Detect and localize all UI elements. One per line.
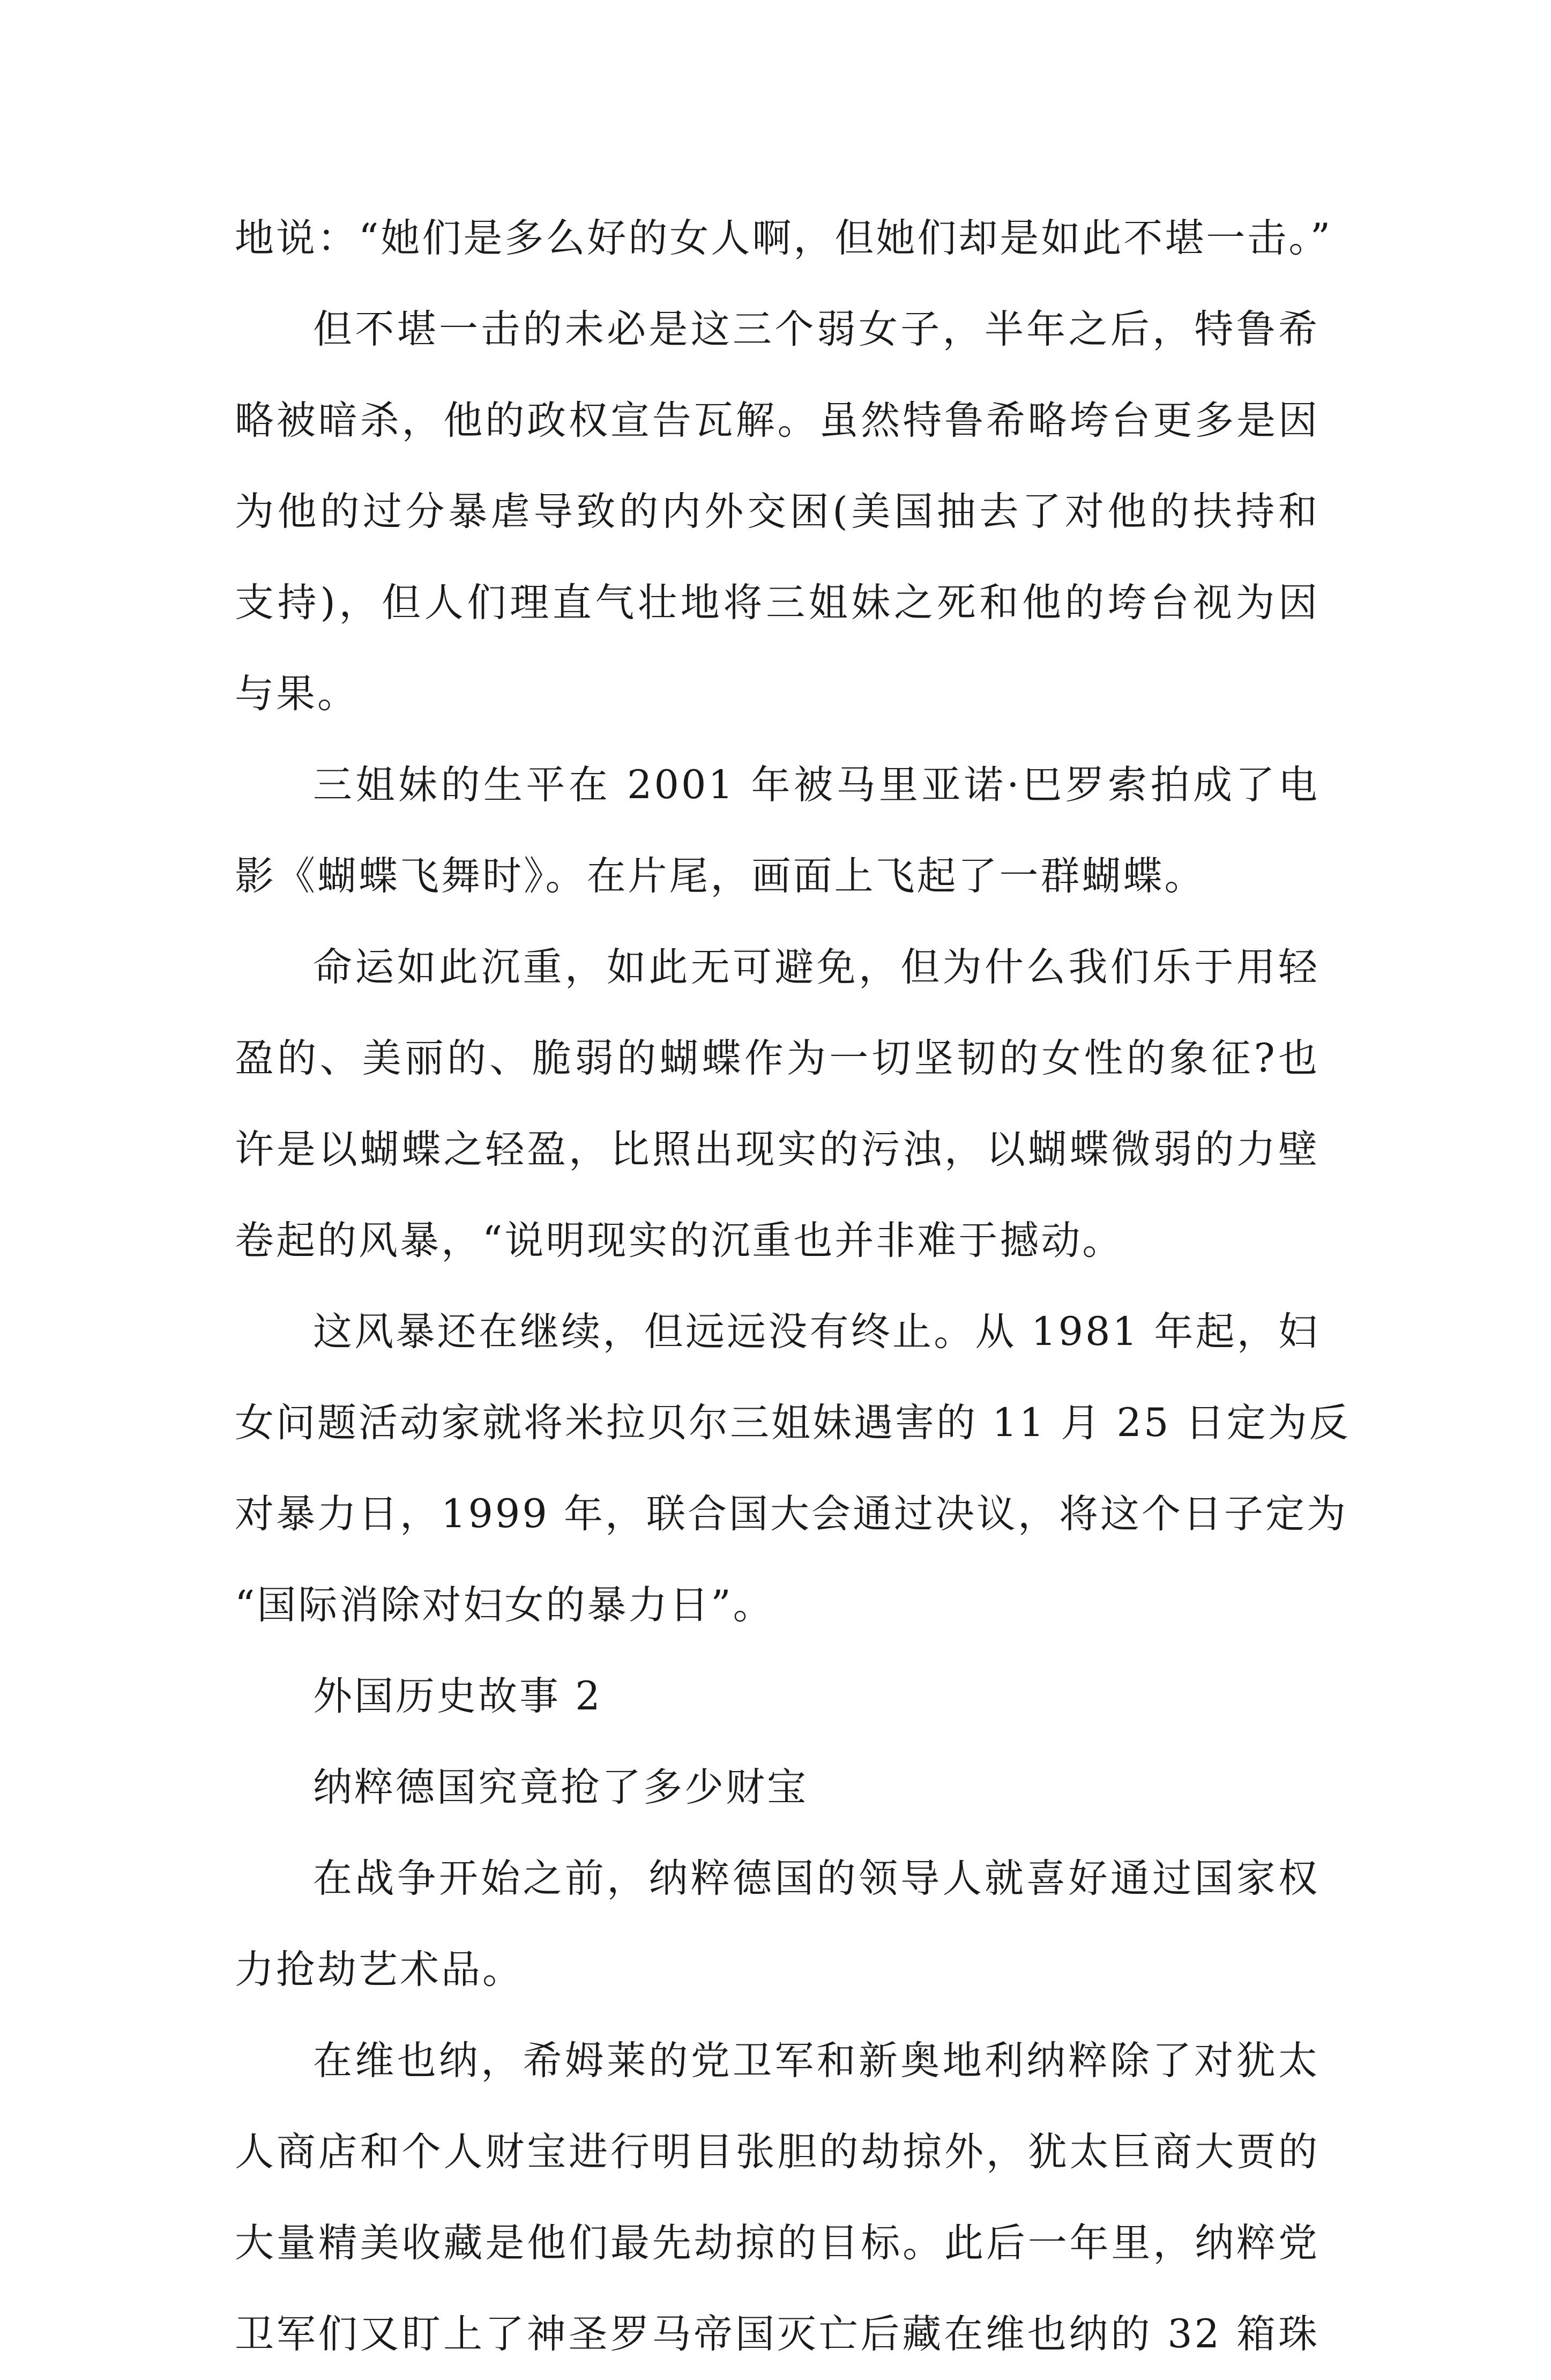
text-line: 但不堪一击的未必是这三个弱女子，半年之后，特鲁希 <box>313 307 1319 352</box>
text-line: 影《蝴蝶飞舞时》。在片尾，画面上飞起了一群蝴蝶。 <box>235 853 1206 899</box>
article-title: 纳粹德国究竟抢了多少财宝 <box>313 1765 808 1810</box>
text-line: 力抢劫艺术品。 <box>235 1947 524 1992</box>
section-heading: 外国历史故事 2 <box>313 1674 602 1719</box>
text-line: “国际消除对妇女的暴力日”。 <box>235 1582 774 1628</box>
text-line: 许是以蝴蝶之轻盈，比照出现实的污浊，以蝴蝶微弱的力壁 <box>235 1127 1319 1172</box>
text-line: 卫军们又盯上了神圣罗马帝国灭亡后藏在维也纳的 32 箱珠 <box>235 2311 1319 2357</box>
text-line: 命运如此沉重，如此无可避免，但为什么我们乐于用轻 <box>313 944 1319 990</box>
text-line: 在维也纳，希姆莱的党卫军和新奥地利纳粹除了对犹太 <box>313 2038 1319 2084</box>
text-line: 支持)，但人们理直气壮地将三姐妹之死和他的垮台视为因 <box>235 580 1319 626</box>
text-line: 大量精美收藏是他们最先劫掠的目标。此后一年里，纳粹党 <box>235 2220 1319 2266</box>
text-line: 地说：“她们是多么好的女人啊，但她们却是如此不堪一击。” <box>235 215 1333 261</box>
body-text <box>235 193 1351 2380</box>
text-line: 人商店和个人财宝进行明目张胆的劫掠外，犹太巨商大贾的 <box>235 2129 1319 2175</box>
text-line: 女问题活动家就将米拉贝尔三姐妹遇害的 11 月 25 日定为反 <box>235 1400 1351 1446</box>
text-line: 略被暗杀，他的政权宣告瓦解。虽然特鲁希略垮台更多是因 <box>235 398 1319 443</box>
text-line: 盈的、美丽的、脆弱的蝴蝶作为一切坚韧的女性的象征?也 <box>235 1036 1319 1081</box>
text-line: 卷起的风暴，“说明现实的沉重也并非难于撼动。 <box>235 1218 1124 1263</box>
text-line: 在战争开始之前，纳粹德国的领导人就喜好通过国家权 <box>313 1856 1319 1901</box>
text-line: 三姐妹的生平在 2001 年被马里亚诺·巴罗索拍成了电 <box>313 762 1319 808</box>
text-line: 对暴力日，1999 年，联合国大会通过决议，将这个日子定为 <box>235 1491 1348 1537</box>
text-line: 这风暴还在继续，但远远没有终止。从 1981 年起，妇 <box>313 1309 1319 1355</box>
text-line: 为他的过分暴虐导致的内外交困(美国抽去了对他的扶持和 <box>235 489 1319 534</box>
text-line: 与果。 <box>235 671 359 717</box>
